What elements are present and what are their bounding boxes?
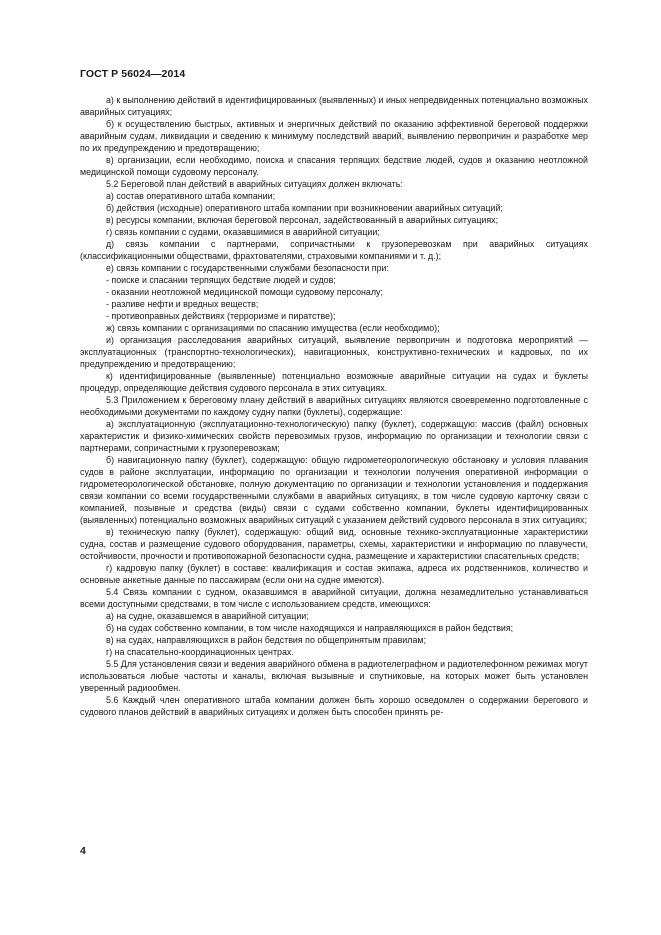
paragraph: в) техническую папку (буклет), содержащую: общий вид, основные технико-эксплуатационные характеристики судна, состав и размещение судового оборудования, параметры, схемы, характеристики и информацию по плавучести, остойчивости, прочности и противопожарной безопасности судна, размещение и характеристики спасательных средств;: [80, 527, 588, 561]
paragraph: б) к осуществлению быстрых, активных и энергичных действий по оказанию эффективной береговой поддержки аварийным судам, ликвидации и сведению к минимуму последствий аварий, выявлению первопричин и разработке мер по их предупреждению и предотвращению;: [80, 119, 588, 153]
paragraph: 5.4 Связь компании с судном, оказавшимся в аварийной ситуации, должна незамедлительно устанавливаться всеми доступными средствами, в том числе с использованием средств, имеющихся:: [80, 587, 588, 609]
paragraph: д) связь компании с партнерами, сопричастными к грузоперевозкам при аварийных ситуациях (классификационными обществами, фрахтователями, страховыми компаниями и т. д.);: [80, 239, 588, 261]
paragraph: а) состав оперативного штаба компании;: [106, 191, 276, 201]
paragraph: б) действия (исходные) оперативного штаба компании при возникновении аварийных ситуаций;: [106, 203, 503, 213]
paragraph: 5.3 Приложением к береговому плану действий в аварийных ситуациях являются своевременно подготовленные с необходимыми документами по каждому судну папки (буклеты), содержащие:: [80, 395, 588, 417]
paragraph: е) связь компании с государственными службами безопасности при:: [106, 263, 389, 273]
paragraph: а) эксплуатационную (эксплуатационно-технологическую) папку (буклет), содержащую: массив (файл) основных характеристик и физико-химических свойств перевозимых грузов, информацию по организации и технологии связи с партнерами, сопричастными к грузоперевозкам;: [80, 419, 588, 453]
paragraph: 5.5 Для установления связи и ведения аварийного обмена в радиотелеграфном и радиотелефонном режимах могут использоваться любые частоты и каналы, включая вызывные и спутниковые, на которых может быть установлен уверенный радиообмен.: [80, 659, 588, 693]
document-header: ГОСТ Р 56024—2014: [80, 68, 186, 80]
paragraph: - оказании неотложной медицинской помощи судовому персоналу;: [106, 287, 383, 297]
paragraph: ж) связь компании с организациями по спасанию имущества (если необходимо);: [106, 323, 440, 333]
document-body: [80, 94, 588, 718]
paragraph: б) навигационную папку (буклет), содержащую: общую гидрометеорологическую обстановку и условия плавания судов в районе эксплуатации, информацию по организации и технологии получения оперативной информации о гидрометеорологической обстановке, полную документацию по организации и технологии установления и поддержания связи компании со всеми государственными службами в аварийных ситуациях, в том числе судовую карточку связи с компанией, позывные и средства (виды) связи с судами собственно компании, буклеты идентифицированных (выявленных) потенциально возможных аварийных ситуаций с указанием действий судового персонала в этих ситуациях;: [80, 455, 588, 525]
paragraph: г) кадровую папку (буклет) в составе: квалификация и состав экипажа, адреса их родственников, количество и основные анкетные данные по пассажирам (если они на судне имеются).: [80, 563, 588, 585]
paragraph: - разливе нефти и вредных веществ;: [106, 299, 259, 309]
paragraph: а) к выполнению действий в идентифицированных (выявленных) и иных непредвиденных потенциально возможных аварийных ситуациях;: [80, 95, 588, 117]
paragraph: в) ресурсы компании, включая береговой персонал, задействованный в аварийных ситуациях;: [106, 215, 499, 225]
paragraph: г) на спасательно-координационных центрах.: [106, 647, 294, 657]
paragraph: - поиске и спасании терпящих бедствие людей и судов;: [106, 275, 336, 285]
paragraph: и) организация расследования аварийных ситуаций, выявление первопричин и подготовка мероприятий — эксплуатационных (транспортно-технологических), навигационных, конструктивно-технических и кадровых, по их предупреждению и предотвращению;: [80, 335, 588, 369]
paragraph: б) на судах собственно компании, в том числе находящихся и направляющихся в район бедствия;: [106, 623, 514, 633]
paragraph: г) связь компании с судами, оказавшимися в аварийной ситуации;: [106, 227, 380, 237]
paragraph: в) организации, если необходимо, поиска и спасания терпящих бедствие людей, судов и оказанию неотложной медицинской помощи судовому персоналу.: [80, 155, 588, 177]
paragraph: 5.2 Береговой план действий в аварийных ситуациях должен включать:: [106, 179, 403, 189]
paragraph: 5.6 Каждый член оперативного штаба компании должен быть хорошо осведомлен о содержании берегового и судового планов действий в аварийных ситуациях и должен быть способен принять ре-: [80, 695, 588, 717]
page-number: 4: [80, 845, 86, 857]
paragraph: - противоправных действиях (терроризме и пиратстве);: [106, 311, 336, 321]
paragraph: к) идентифицированные (выявленные) потенциально возможные аварийные ситуации на судах и буклеты процедур, определяющие действия судового персонала в этих ситуациях.: [80, 371, 588, 393]
paragraph: а) на судне, оказавшемся в аварийной ситуации;: [106, 611, 309, 621]
paragraph: в) на судах, направляющихся в район бедствия по общепринятым правилам;: [106, 635, 426, 645]
